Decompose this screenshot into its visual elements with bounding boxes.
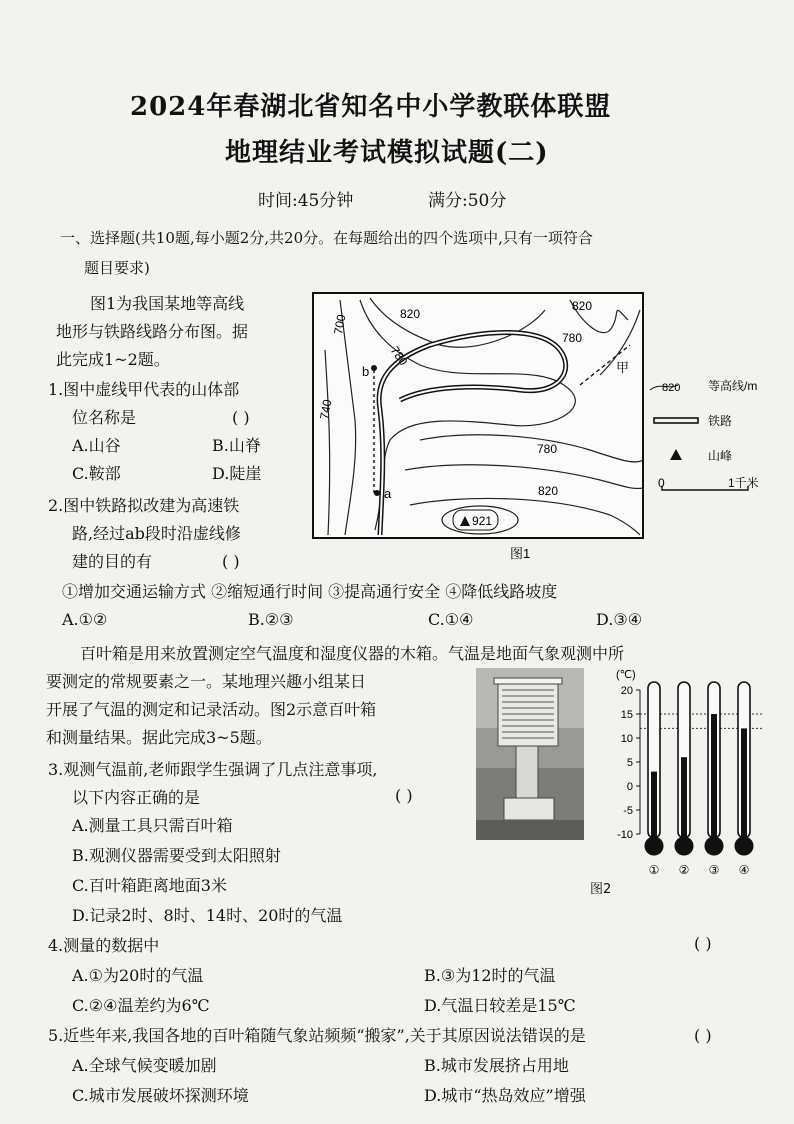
thermometer-chart [602, 664, 772, 878]
legend-peak-icon [670, 449, 682, 460]
contour-label: 700 [331, 313, 349, 336]
q3-option-b[interactable]: B.观测仪器需要受到太阳照射 [72, 846, 281, 865]
q3-answer-bracket[interactable]: ( ) [395, 786, 413, 805]
passage-line: 要测定的常规要素之一。某地理兴趣小组某日 [46, 672, 367, 691]
q5-stem: 5.近些年来,我国各地的百叶箱随气象站频频“搬家”,关于其原因说法错误的是 [48, 1026, 586, 1045]
legend-contour-value: 820 [662, 382, 681, 394]
louver-box-photo [476, 668, 584, 840]
contour-map [310, 290, 790, 561]
q1-option-a[interactable]: A.山谷 [72, 436, 121, 455]
thermometer-label: ② [678, 863, 690, 877]
q5-option-c[interactable]: C.城市发展破坏探测环境 [72, 1086, 249, 1105]
contour-label: 780 [537, 442, 558, 456]
q3-stem: 3.观测气温前,老师跟学生强调了几点注意事项, [48, 760, 378, 779]
q3-option-a[interactable]: A.测量工具只需百叶箱 [72, 816, 233, 835]
thermometer-bulb [705, 837, 723, 855]
y-axis-unit: (℃) [616, 669, 636, 681]
thermometer-mercury [681, 757, 687, 840]
contour-label: 820 [538, 484, 559, 498]
q4-answer-bracket[interactable]: ( ) [694, 934, 712, 953]
passage-line: 和测量结果。据此完成3~5题。 [46, 728, 272, 747]
passage-line: 开展了气温的测定和记录活动。图2示意百叶箱 [46, 700, 377, 719]
thermometer-bulb [645, 837, 663, 855]
exam-title: 2024年春湖北省知名中小学教联体联盟 [130, 92, 612, 122]
q1-option-b[interactable]: B.山脊 [212, 436, 261, 455]
contour-label: 820 [572, 299, 593, 313]
y-tick-label: 20 [620, 685, 633, 697]
intro-line: 地形与铁路线路分布图。据 [56, 322, 249, 341]
thermometer-label: ③ [708, 863, 720, 877]
thermometer-mercury [741, 728, 747, 840]
y-tick-label: 5 [626, 757, 633, 769]
legend-scale-zero: 0 [658, 476, 665, 490]
jia-label: 甲 [616, 360, 630, 375]
q2-stem: 2.图中铁路拟改建为高速铁 [48, 496, 240, 515]
section-heading-cont: 题目要求) [84, 259, 150, 277]
section-heading: 一、选择题(共10题,每小题2分,共20分。在每题给出的四个选项中,只有一项符合 [60, 229, 593, 247]
thermometer-mercury [711, 714, 717, 840]
fig2-caption: 图2 [590, 882, 612, 897]
q1-option-d[interactable]: D.陡崖 [212, 464, 262, 483]
q2-answer-bracket[interactable]: ( ) [222, 552, 240, 571]
q4-option-b[interactable]: B.③为12时的气温 [424, 966, 556, 985]
thermometer-label: ① [648, 863, 660, 877]
q5-option-a[interactable]: A.全球气候变暖加剧 [72, 1056, 217, 1075]
q2-option-c[interactable]: C.①④ [428, 610, 474, 629]
q4-stem: 4.测量的数据中 [48, 936, 160, 955]
q3-stem: 以下内容正确的是 [72, 788, 201, 807]
y-tick-label: 0 [626, 781, 633, 793]
thermometer-label: ④ [738, 863, 750, 877]
passage-line: 百叶箱是用来放置测定空气温度和湿度仪器的木箱。气温是地面气象观测中所 [80, 644, 625, 663]
contour-label: 780 [562, 331, 583, 345]
q5-option-d[interactable]: D.城市“热岛效应”增强 [424, 1086, 586, 1105]
q2-stem: 路,经过ab段时沿虚线修 [72, 524, 241, 543]
contour-label: 740 [317, 398, 335, 421]
exam-subtitle: 地理结业考试模拟试题(二) [225, 138, 549, 168]
legend-railway: 铁路 [708, 414, 733, 428]
thermometer-mercury [651, 772, 657, 840]
q1-answer-bracket[interactable]: ( ) [232, 408, 250, 427]
q4-option-c[interactable]: C.②④温差约为6℃ [72, 996, 210, 1015]
exam-time: 时间:45分钟 [258, 191, 354, 211]
q2-option-a[interactable]: A.①② [62, 610, 108, 629]
contour-label: 820 [400, 307, 421, 321]
exam-score: 满分:50分 [428, 191, 507, 211]
legend-peak: 山峰 [708, 449, 733, 463]
y-tick-label: -5 [623, 805, 633, 817]
point-b-label: b [362, 364, 370, 379]
thermometer-bulb [735, 837, 753, 855]
q4-option-a[interactable]: A.①为20时的气温 [72, 966, 204, 985]
q2-items: ①增加交通运输方式 ②缩短通行时间 ③提高通行安全 ④降低线路坡度 [62, 582, 558, 601]
legend-contour: 等高线/m [708, 379, 758, 393]
contour-label: 780 [387, 343, 411, 369]
legend-scale-unit: 1千米 [728, 476, 759, 490]
peak-elevation: 921 [472, 514, 493, 528]
q2-option-b[interactable]: B.②③ [248, 610, 294, 629]
y-tick-label: 10 [620, 733, 633, 745]
q1-option-c[interactable]: C.鞍部 [72, 464, 121, 483]
y-tick-label: -10 [617, 829, 633, 841]
q1-stem: 1.图中虚线甲代表的山体部 [48, 380, 240, 399]
thermometer-bulb [675, 837, 693, 855]
q3-option-d[interactable]: D.记录2时、8时、14时、20时的气温 [72, 906, 343, 925]
q4-option-d[interactable]: D.气温日较差是15℃ [424, 996, 576, 1015]
q2-option-d[interactable]: D.③④ [596, 610, 643, 629]
q2-stem: 建的目的有 [72, 552, 153, 571]
point-a-label: a [384, 486, 392, 501]
intro-line: 此完成1~2题。 [56, 350, 170, 369]
intro-line: 图1为我国某地等高线 [90, 294, 245, 313]
fig1-caption: 图1 [510, 546, 531, 561]
q5-option-b[interactable]: B.城市发展挤占用地 [424, 1056, 569, 1075]
q1-stem: 位名称是 [72, 408, 137, 427]
y-tick-label: 15 [620, 709, 633, 721]
q5-answer-bracket[interactable]: ( ) [694, 1026, 712, 1045]
q3-option-c[interactable]: C.百叶箱距离地面3米 [72, 876, 227, 895]
